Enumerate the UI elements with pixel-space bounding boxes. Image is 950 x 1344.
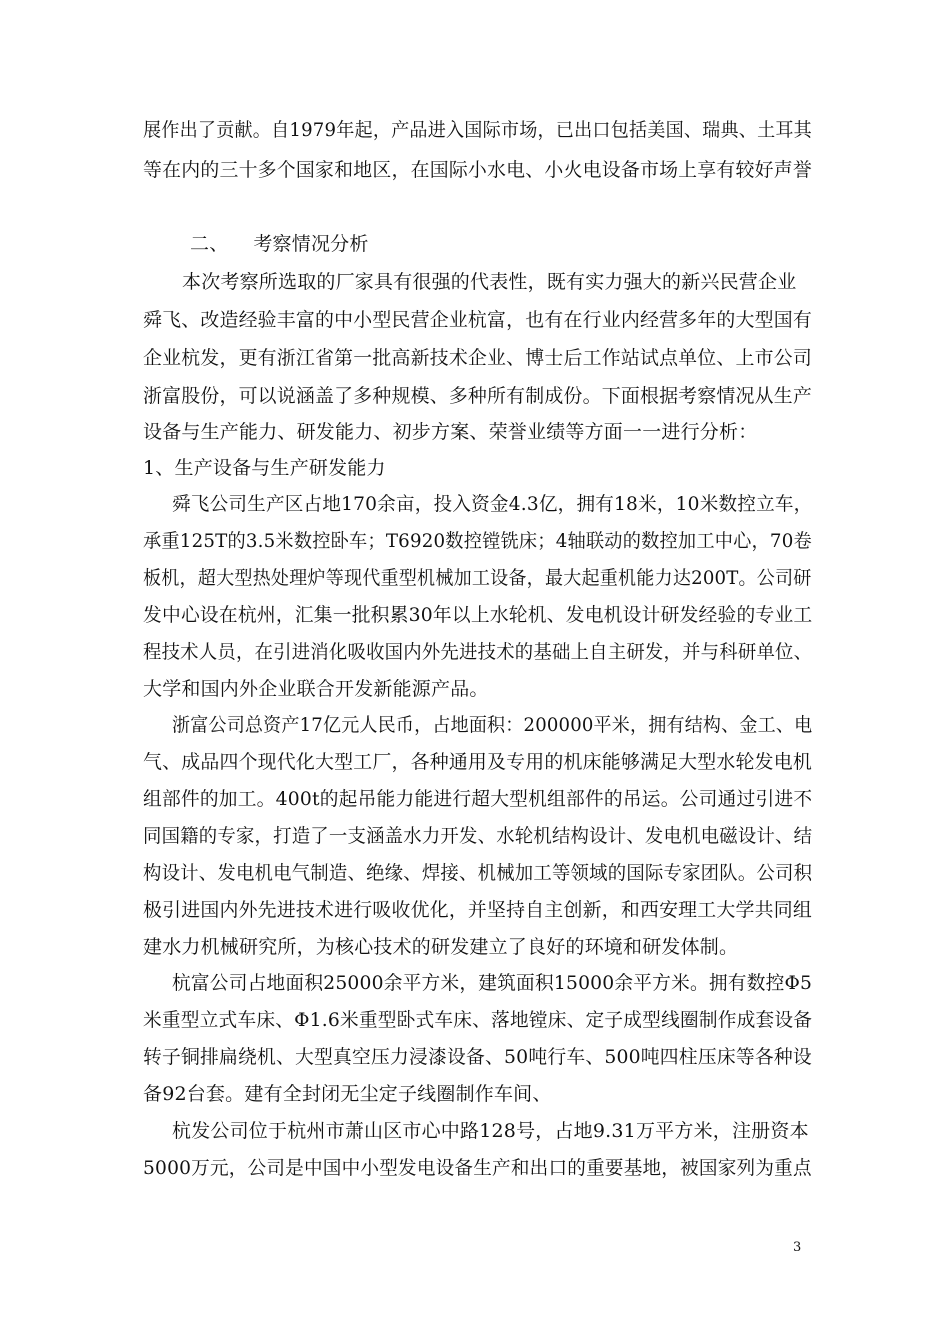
text-line: 本次考察所选取的厂家具有很强的代表性，既有实力强大的新兴民营企业 [182,271,797,293]
text-line: 浙富公司总资产17亿元人民币，占地面积：200000平米，拥有结构、金工、电 [172,714,813,736]
subsection-heading: 1、生产设备与生产研发能力 [143,457,386,479]
text-line: 杭富公司占地面积25000余平方米，建筑面积15000余平方米。拥有数控Φ5 [172,972,813,994]
text-line: 舜飞公司生产区占地170余亩，投入资金4.3亿，拥有18米，10米数控立车， [172,493,813,515]
text-line: 建水力机械研究所，为核心技术的研发建立了良好的环境和研发体制。 [143,936,739,958]
text-line: 程技术人员，在引进消化吸收国内外先进技术的基础上自主研发，并与科研单位、 [143,641,813,663]
text-line: 转子铜排扁绕机、大型真空压力浸漆设备、50吨行车、500吨四柱压床等各种设 [143,1046,812,1068]
text-line: 气、成品四个现代化大型工厂，各种通用及专用的机床能够满足大型水轮发电机 [143,751,812,773]
text-line: 浙富股份，可以说涵盖了多种规模、多种所有制成份。下面根据考察情况从生产 [143,385,812,407]
text-line: 杭发公司位于杭州市萧山区市心中路128号，占地9.31万平方米，注册资本 [172,1120,809,1142]
text-line: 舜飞、改造经验丰富的中小型民营企业杭富，也有在行业内经营多年的大型国有 [143,309,812,331]
text-line: 同国籍的专家，打造了一支涵盖水力开发、水轮机结构设计、发电机电磁设计、结 [143,825,813,847]
text-line: 极引进国内外先进技术进行吸收优化，并坚持自主创新，和西安理工大学共同组 [143,899,812,921]
text-line: 米重型立式车床、Φ1.6米重型卧式车床、落地镗床、定子成型线圈制作成套设备 [143,1009,813,1031]
text-line: 构设计、发电机电气制造、绝缘、焊接、机械加工等领域的国际专家团队。公司积 [143,862,813,884]
text-line: 板机，超大型热处理炉等现代重型机械加工设备，最大起重机能力达200T。公司研 [143,567,812,589]
text-line: 企业杭发，更有浙江省第一批高新技术企业、博士后工作站试点单位、上市公司 [143,347,812,369]
text-line: 5000万元，公司是中国中小型发电设备生产和出口的重要基地，被国家列为重点 [143,1157,812,1179]
text-line: 备92台套。建有全封闭无尘定子线圈制作车间、 [143,1083,552,1105]
text-line: 展作出了贡献。自1979年起，产品进入国际市场，已出口包括美国、瑞典、土耳其 [143,119,812,141]
text-line: 组部件的加工。400t的起吊能力能进行超大型机组部件的吊运。公司通过引进不 [143,788,813,810]
page-number: 3 [793,1240,802,1255]
text-line: 设备与生产能力、研发能力、初步方案、荣誉业绩等方面一一进行分析： [143,421,758,443]
text-line: 大学和国内外企业联合开发新能源产品。 [143,678,489,700]
text-line: 承重125T的3.5米数控卧车；T6920数控镗铣床；4轴联动的数控加工中心，70卷 [143,530,812,552]
text-line: 等在内的三十多个国家和地区，在国际小水电、小火电设备市场上享有较好声誉 [143,159,812,181]
text-line: 发中心设在杭州，汇集一批积累30年以上水轮机、发电机设计研发经验的专业工 [143,604,813,626]
section-heading: 二、 考察情况分析 [190,233,369,255]
